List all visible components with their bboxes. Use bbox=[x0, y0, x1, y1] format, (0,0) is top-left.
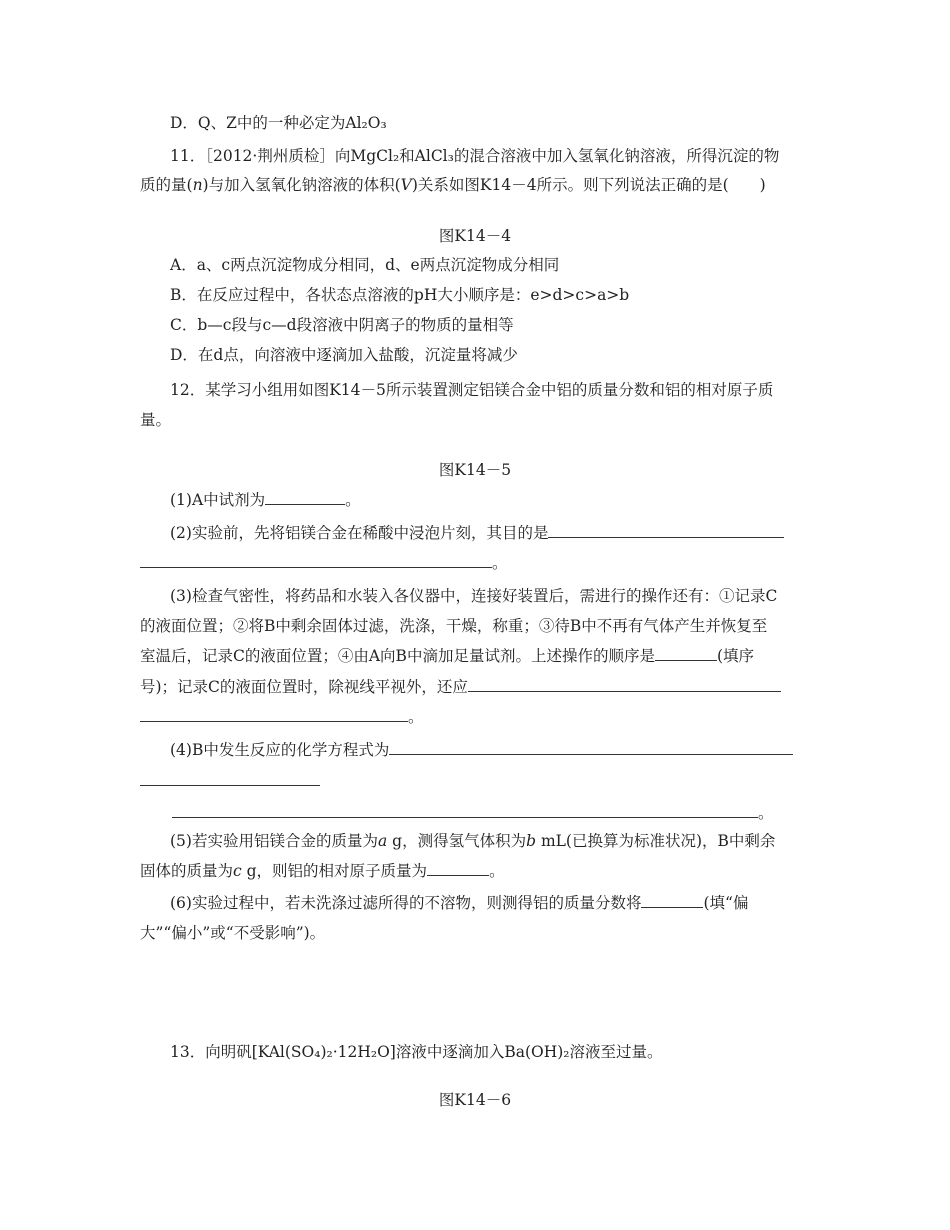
answer-blank[interactable] bbox=[172, 803, 758, 818]
figure-caption-k14-6: 图K14－6 bbox=[438, 1091, 512, 1109]
q12-part3-line2: 的液面位置；②将B中剩余固体过滤，洗涤，干燥，称重；③待B中不再有气体产生并恢复至 bbox=[140, 617, 768, 635]
answer-blank[interactable] bbox=[468, 677, 781, 692]
q12-part3-line5: 。 bbox=[140, 707, 424, 727]
answer-blank[interactable] bbox=[389, 740, 793, 755]
q11-stem-line1: 11．［2012·荆州质检］向MgCl₂和AlCl₃的混合溶液中加入氢氧化钠溶液，所得沉淀的物 bbox=[170, 147, 780, 165]
figure-caption-k14-4: 图K14－4 bbox=[438, 227, 512, 245]
q11-stem-line2: 质的量(n)与加入氢氧化钠溶液的体积(V)关系如图K14－4所示。则下列说法正确的是( ) bbox=[140, 176, 766, 194]
q12-part2-cont: 。 bbox=[140, 553, 508, 573]
q12-part5-line2: 固体的质量为c g，则铝的相对原子质量为 。 bbox=[140, 862, 505, 880]
q10-option-d: D．Q、Z中的一种必定为Al₂O₃ bbox=[170, 114, 387, 132]
answer-blank[interactable] bbox=[265, 490, 345, 505]
q12-part6-line2: 大”“偏小”或“不受影响”)。 bbox=[140, 924, 326, 942]
answer-blank[interactable] bbox=[140, 707, 408, 722]
q12-stem-line1: 12．某学习小组用如图K14－5所示装置测定铝镁合金中铝的质量分数和铝的相对原子质 bbox=[170, 381, 774, 399]
answer-blank[interactable] bbox=[548, 523, 784, 538]
q11-option-b: B．在反应过程中，各状态点溶液的pH大小顺序是：e>d>c>a>b bbox=[170, 286, 630, 304]
q13-stem: 13．向明矾[KAl(SO₄)₂·12H₂O]溶液中逐滴加入Ba(OH)₂溶液至过量。 bbox=[170, 1043, 663, 1061]
q12-part2: (2)实验前，先将铝镁合金在稀酸中浸泡片刻，其目的是 bbox=[170, 523, 784, 543]
q12-part5-line1: (5)若实验用铝镁合金的质量为a g，测得氢气体积为b mL(已换算为标准状况)，B中剩余 bbox=[170, 832, 776, 850]
answer-blank[interactable] bbox=[427, 861, 489, 876]
answer-blank[interactable] bbox=[140, 553, 492, 568]
q12-part3-line1: (3)检查气密性，将药品和水装入各仪器中，连接好装置后，需进行的操作还有：①记录C bbox=[170, 587, 778, 605]
q12-part1: (1)A中试剂为 。 bbox=[170, 491, 361, 509]
q12-part3-line3: 室温后，记录C的液面位置；④由A向B中滴加足量试剂。上述操作的顺序是 (填序 bbox=[140, 647, 755, 665]
q11-option-d: D．在d点，向溶液中逐滴加入盐酸，沉淀量将减少 bbox=[170, 346, 518, 364]
answer-blank[interactable] bbox=[655, 646, 717, 661]
q12-part4: (4)B中发生反应的化学方程式为 bbox=[170, 740, 793, 760]
q12-part4-equation-line: 。 bbox=[172, 803, 774, 823]
q11-option-c: C．b—c段与c—d段溶液中阴离子的物质的量相等 bbox=[170, 316, 514, 334]
answer-blank[interactable] bbox=[140, 771, 320, 786]
q11-option-a: A．a、c两点沉淀物成分相同，d、e两点沉淀物成分相同 bbox=[170, 256, 560, 274]
q12-part3-line4: 号)；记录C的液面位置时，除视线平视外，还应 bbox=[140, 677, 781, 697]
q12-stem-line2: 量。 bbox=[140, 411, 172, 429]
figure-caption-k14-5: 图K14－5 bbox=[438, 461, 512, 479]
answer-blank[interactable] bbox=[641, 893, 703, 908]
q12-part6-line1: (6)实验过程中，若未洗涤过滤所得的不溶物，则测得铝的质量分数将 (填“偏 bbox=[170, 894, 749, 912]
q12-part4-cont bbox=[140, 771, 320, 791]
